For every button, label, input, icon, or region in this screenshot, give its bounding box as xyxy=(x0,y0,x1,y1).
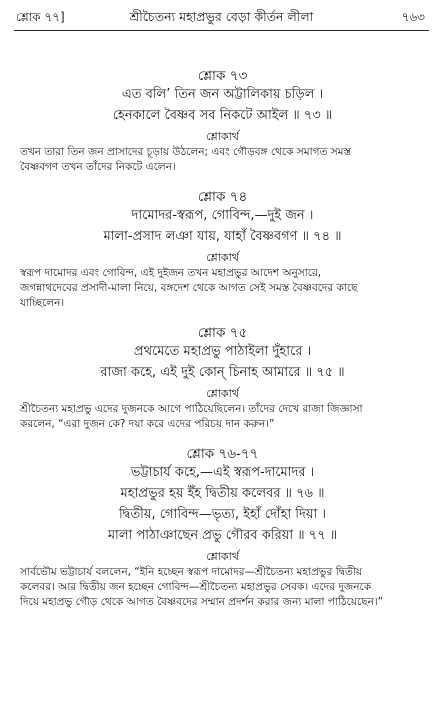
translation-line: যাচ্ছিলেন। xyxy=(20,297,65,309)
header-divider xyxy=(14,30,429,31)
page-content xyxy=(16,40,429,610)
translation-text xyxy=(20,145,425,175)
verse-range-label: শ্লোক ৭৭] xyxy=(16,10,65,24)
translation-line: দিয়ে মহাপ্রভু গৌড় থেকে আগত বৈষ্ণবদের সম্মান প্রদর্শন করার জন্য মালা পাঠিয়েছেন।” xyxy=(20,596,384,608)
translation-line: কলেবর। আর দ্বিতীয় জন হচ্ছেন গোবিন্দ—শ্রীচৈতন্য মহাপ্রভুর সেবক। এদের দুজনকে xyxy=(20,581,372,593)
verse-line: রাজা কহে, এই দুই কোন্ চিনাহ আমারে ॥ ৭৫ ॥ xyxy=(100,365,345,380)
verse-line: মালা-প্রসাদ লঞা যায়, যাহাঁ বৈষ্ণবগণ ॥ ৭৪ ॥ xyxy=(103,229,342,244)
verse-line: দ্বিতীয়, গোবিন্দ—ভৃত্য, ইহাঁ দোঁহা দিয়া । xyxy=(118,507,327,522)
verse-line: প্রথমেতে মহাপ্রভু পাঠাইলা দুঁহারে । xyxy=(133,344,312,359)
translation-line: করলেন, “এরা দুজন কে? দয়া করে এদের পরিচয় দান করুন।” xyxy=(20,418,275,430)
translation-label: শ্লোকার্থ xyxy=(206,550,239,563)
translation-line: সার্বভৌম ভট্টাচার্য বললেন, “ইনি হচ্ছেন স্বরূপ দামোদর—শ্রীচৈতন্য মহাপ্রভুর দ্বিতীয় xyxy=(20,566,363,578)
translation-text xyxy=(20,565,425,610)
verse-line: মহাপ্রভুর হয় ইঁহ দ্বিতীয় কলেবর ॥ ৭৬ ॥ xyxy=(120,486,325,501)
verse-line: দামোদর-স্বরূপ, গোবিন্দ,—দুই জন । xyxy=(131,208,314,223)
verse-heading: শ্লোক ৭৩ xyxy=(197,68,248,84)
translation-line: জগন্নাথদেবের প্রসাদী-মালা নিয়ে, বঙ্গদেশ থেকে আগত সেই সমস্ত বৈষ্ণবদের কাছে xyxy=(20,282,358,294)
page-number: ৭৬৩ xyxy=(401,10,425,24)
translation-line: শ্রীচৈতন্য মহাপ্রভু এদের দুজনকে আগে পাঠিয়েছিলেন। তাঁদের দেখে রাজা জিজ্ঞাসা xyxy=(20,403,363,415)
translation-text xyxy=(20,402,425,432)
verse-heading: শ্লোক ৭৪ xyxy=(197,189,248,205)
running-title: শ্রীচৈতন্য মহাপ্রভুর বেড়া কীর্তন লীলা xyxy=(129,9,314,24)
verse-section-74 xyxy=(16,189,429,311)
verse-heading: শ্লোক ৭৬-৭৭ xyxy=(186,446,259,462)
verse-line: হেনকালে বৈষ্ণব সব নিকটে আইল ॥ ৭৩ ॥ xyxy=(112,108,333,123)
translation-line: স্বরূপ দামোদর এবং গোবিন্দ, এই দুইজন তখন মহাপ্রভুর আদেশ অনুসারে, xyxy=(20,267,322,279)
verse-line: ভট্টাচার্য কহে,—এই স্বরূপ-দামোদর । xyxy=(130,465,315,480)
translation-line: বৈষ্ণবগণ তখন তাঁদের নিকটে এলেন। xyxy=(20,161,176,173)
translation-text xyxy=(20,266,425,311)
translation-label: শ্লোকার্থ xyxy=(206,387,239,400)
translation-label: শ্লোকার্থ xyxy=(206,251,239,264)
verse-heading: শ্লোক ৭৫ xyxy=(197,325,248,341)
verse-section-75 xyxy=(16,325,429,432)
translation-label: শ্লোকার্থ xyxy=(206,130,239,143)
verse-line: মালা পাঠাঞাছেন প্রভু গৌরব করিয়া ॥ ৭৭ ॥ xyxy=(107,528,338,543)
translation-line: তখন তারা তিন জন প্রাসাদের চূড়ায় উঠলেন; এবং গৌড়বঙ্গ থেকে সমাগত সমস্ত xyxy=(20,146,352,158)
verse-section-73 xyxy=(16,68,429,175)
verse-line: এত বলি’ তিন জন অট্টালিকায় চড়িল । xyxy=(121,87,324,102)
verse-section-76-77 xyxy=(16,446,429,610)
